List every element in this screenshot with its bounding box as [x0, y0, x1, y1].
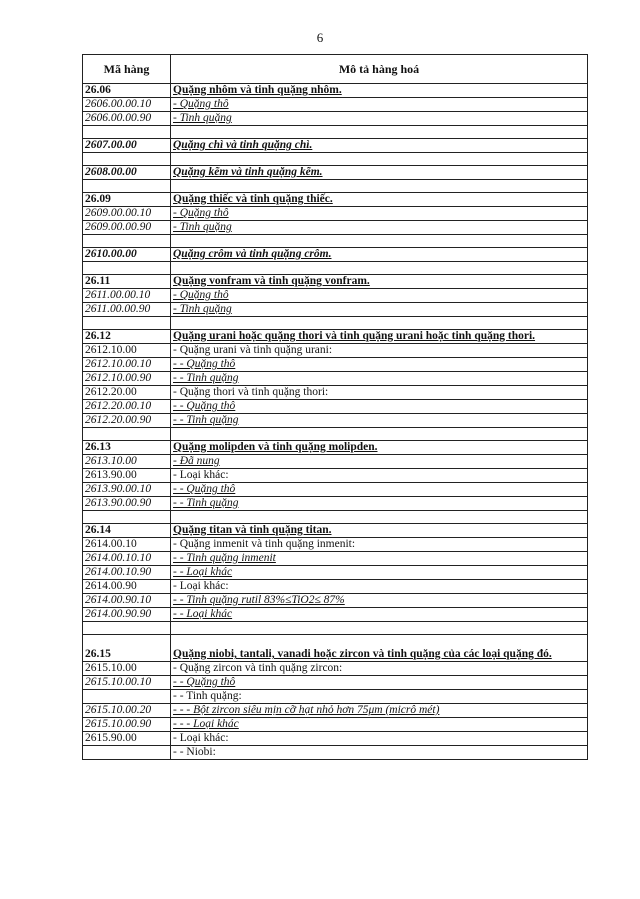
description-cell: Quặng titan và tinh quặng titan. [171, 524, 588, 538]
description-cell: - - Tinh quặng [171, 497, 588, 511]
code-cell: 2615.10.00.90 [83, 718, 171, 732]
code-cell: 2614.00.10.90 [83, 566, 171, 580]
header-code: Mã hàng [83, 55, 171, 84]
code-cell: 2606.00.00.90 [83, 112, 171, 126]
code-cell [83, 690, 171, 704]
table-row [83, 207, 588, 221]
description-cell: - - Tinh quặng [171, 372, 588, 386]
spacer-row [83, 235, 588, 248]
description-cell: Quặng chì và tinh quặng chì. [171, 139, 588, 153]
table-header-row [83, 55, 588, 84]
code-cell: 26.13 [83, 441, 171, 455]
code-cell [83, 262, 171, 275]
code-cell: 2614.00.90 [83, 580, 171, 594]
code-cell: 2612.20.00 [83, 386, 171, 400]
description-cell: - Loại khác: [171, 732, 588, 746]
description-cell [171, 235, 588, 248]
table-row [83, 139, 588, 153]
table-row [83, 580, 588, 594]
description-cell: - - Tinh quặng [171, 414, 588, 428]
table-row [83, 608, 588, 622]
tariff-table [82, 54, 588, 760]
code-cell: 2612.20.00.90 [83, 414, 171, 428]
table-row [83, 497, 588, 511]
description-cell [171, 511, 588, 524]
description-cell: - - - Bột zircon siêu mịn cỡ hạt nhỏ hơn 75μm (micrô mét) [171, 704, 588, 718]
code-cell: 26.15 [83, 635, 171, 662]
table-row [83, 690, 588, 704]
table-row [83, 676, 588, 690]
description-cell: - Tinh quặng [171, 303, 588, 317]
code-cell [83, 317, 171, 330]
code-cell: 2608.00.00 [83, 166, 171, 180]
table-body [83, 84, 588, 760]
description-cell: - Quặng thori và tinh quặng thori: [171, 386, 588, 400]
code-cell: 26.12 [83, 330, 171, 344]
description-cell: - Đã nung [171, 455, 588, 469]
table-row [83, 538, 588, 552]
description-cell: Quặng molipden và tinh quặng molipden. [171, 441, 588, 455]
table-row [83, 441, 588, 455]
description-cell: - - Tinh quặng inmenit [171, 552, 588, 566]
description-cell: - - Tinh quặng rutil 83%≤TiO2≤ 87% [171, 594, 588, 608]
table-row [83, 344, 588, 358]
spacer-row [83, 126, 588, 139]
code-cell: 2612.20.00.10 [83, 400, 171, 414]
description-cell: - - Quặng thô [171, 483, 588, 497]
code-cell: 2609.00.00.90 [83, 221, 171, 235]
code-cell: 2609.00.00.10 [83, 207, 171, 221]
spacer-row [83, 262, 588, 275]
code-cell: 26.11 [83, 275, 171, 289]
code-cell: 2615.90.00 [83, 732, 171, 746]
table-row [83, 732, 588, 746]
spacer-row [83, 428, 588, 441]
table-row [83, 330, 588, 344]
table-row [83, 704, 588, 718]
description-cell: - Tinh quặng [171, 221, 588, 235]
code-cell: 26.09 [83, 193, 171, 207]
code-cell: 2613.90.00.90 [83, 497, 171, 511]
description-cell: - Loại khác: [171, 469, 588, 483]
code-cell: 2615.10.00 [83, 662, 171, 676]
description-cell: - - Loại khác [171, 608, 588, 622]
code-cell [83, 746, 171, 760]
table-row [83, 469, 588, 483]
description-cell: - - Niobi: [171, 746, 588, 760]
description-cell: - Loại khác: [171, 580, 588, 594]
description-cell [171, 317, 588, 330]
table-row [83, 289, 588, 303]
table-row [83, 193, 588, 207]
code-cell: 2614.00.90.10 [83, 594, 171, 608]
code-cell [83, 153, 171, 166]
header-description: Mô tả hàng hoá [171, 55, 588, 84]
code-cell: 2615.10.00.20 [83, 704, 171, 718]
table-row [83, 358, 588, 372]
spacer-row [83, 153, 588, 166]
description-cell: Quặng nhôm và tinh quặng nhôm. [171, 84, 588, 98]
description-cell [171, 622, 588, 635]
description-cell: Quặng thiếc và tinh quặng thiếc. [171, 193, 588, 207]
table-row [83, 552, 588, 566]
code-cell: 2611.00.00.10 [83, 289, 171, 303]
code-cell: 2614.00.10.10 [83, 552, 171, 566]
code-cell: 2614.00.90.90 [83, 608, 171, 622]
description-cell: Quặng vonfram và tinh quặng vonfram. [171, 275, 588, 289]
description-cell: Quặng niobi, tantali, vanadi hoặc zircon và tinh quặng của các loại quặng đó. [171, 635, 588, 662]
description-cell: - - Loại khác [171, 566, 588, 580]
spacer-row [83, 511, 588, 524]
code-cell [83, 126, 171, 139]
table-row [83, 248, 588, 262]
code-cell: 2612.10.00.90 [83, 372, 171, 386]
description-cell: - - Tinh quặng: [171, 690, 588, 704]
description-cell: - - Quặng thô [171, 676, 588, 690]
table-row [83, 275, 588, 289]
spacer-row [83, 317, 588, 330]
code-cell: 2613.90.00.10 [83, 483, 171, 497]
table-row [83, 483, 588, 497]
code-cell [83, 428, 171, 441]
description-cell: - Quặng thô [171, 207, 588, 221]
code-cell: 2613.90.00 [83, 469, 171, 483]
table-row [83, 400, 588, 414]
table-row [83, 112, 588, 126]
code-cell: 26.14 [83, 524, 171, 538]
code-cell: 2606.00.00.10 [83, 98, 171, 112]
code-cell: 2614.00.10 [83, 538, 171, 552]
description-cell: Quặng kẽm và tinh quặng kẽm. [171, 166, 588, 180]
code-cell [83, 622, 171, 635]
description-cell: - Quặng zircon và tinh quặng zircon: [171, 662, 588, 676]
description-cell: - - Quặng thô [171, 358, 588, 372]
table-row [83, 98, 588, 112]
description-cell: Quặng crôm và tinh quặng crôm. [171, 248, 588, 262]
code-cell: 2611.00.00.90 [83, 303, 171, 317]
table-row [83, 718, 588, 732]
table-row [83, 372, 588, 386]
code-cell: 2613.10.00 [83, 455, 171, 469]
description-cell [171, 126, 588, 139]
code-cell: 2610.00.00 [83, 248, 171, 262]
table-row [83, 662, 588, 676]
description-cell: - - - Loại khác [171, 718, 588, 732]
table-row [83, 221, 588, 235]
description-cell: Quặng urani hoặc quặng thori và tinh quặng urani hoặc tinh quặng thori. [171, 330, 588, 344]
table-row [83, 455, 588, 469]
table-row [83, 303, 588, 317]
description-cell [171, 262, 588, 275]
code-cell: 2612.10.00.10 [83, 358, 171, 372]
table-row [83, 386, 588, 400]
code-cell: 2607.00.00 [83, 139, 171, 153]
code-cell [83, 180, 171, 193]
table-row [83, 84, 588, 98]
code-cell [83, 235, 171, 248]
table-row [83, 594, 588, 608]
code-cell: 2615.10.00.10 [83, 676, 171, 690]
page-number: 6 [316, 30, 324, 45]
description-cell: - - Quặng thô [171, 400, 588, 414]
spacer-row [83, 622, 588, 635]
table-row [83, 746, 588, 760]
description-cell [171, 428, 588, 441]
description-cell [171, 180, 588, 193]
spacer-row [83, 180, 588, 193]
description-cell: - Quặng thô [171, 289, 588, 303]
table-row [83, 414, 588, 428]
table-row [83, 635, 588, 662]
code-cell: 2612.10.00 [83, 344, 171, 358]
description-cell: - Tinh quặng [171, 112, 588, 126]
code-cell: 26.06 [83, 84, 171, 98]
code-cell [83, 511, 171, 524]
table-row [83, 524, 588, 538]
description-cell: - Quặng thô [171, 98, 588, 112]
table-row [83, 566, 588, 580]
description-cell: - Quặng inmenit và tinh quặng inmenit: [171, 538, 588, 552]
description-cell: - Quặng urani và tinh quặng urani: [171, 344, 588, 358]
table-row [83, 166, 588, 180]
description-cell [171, 153, 588, 166]
